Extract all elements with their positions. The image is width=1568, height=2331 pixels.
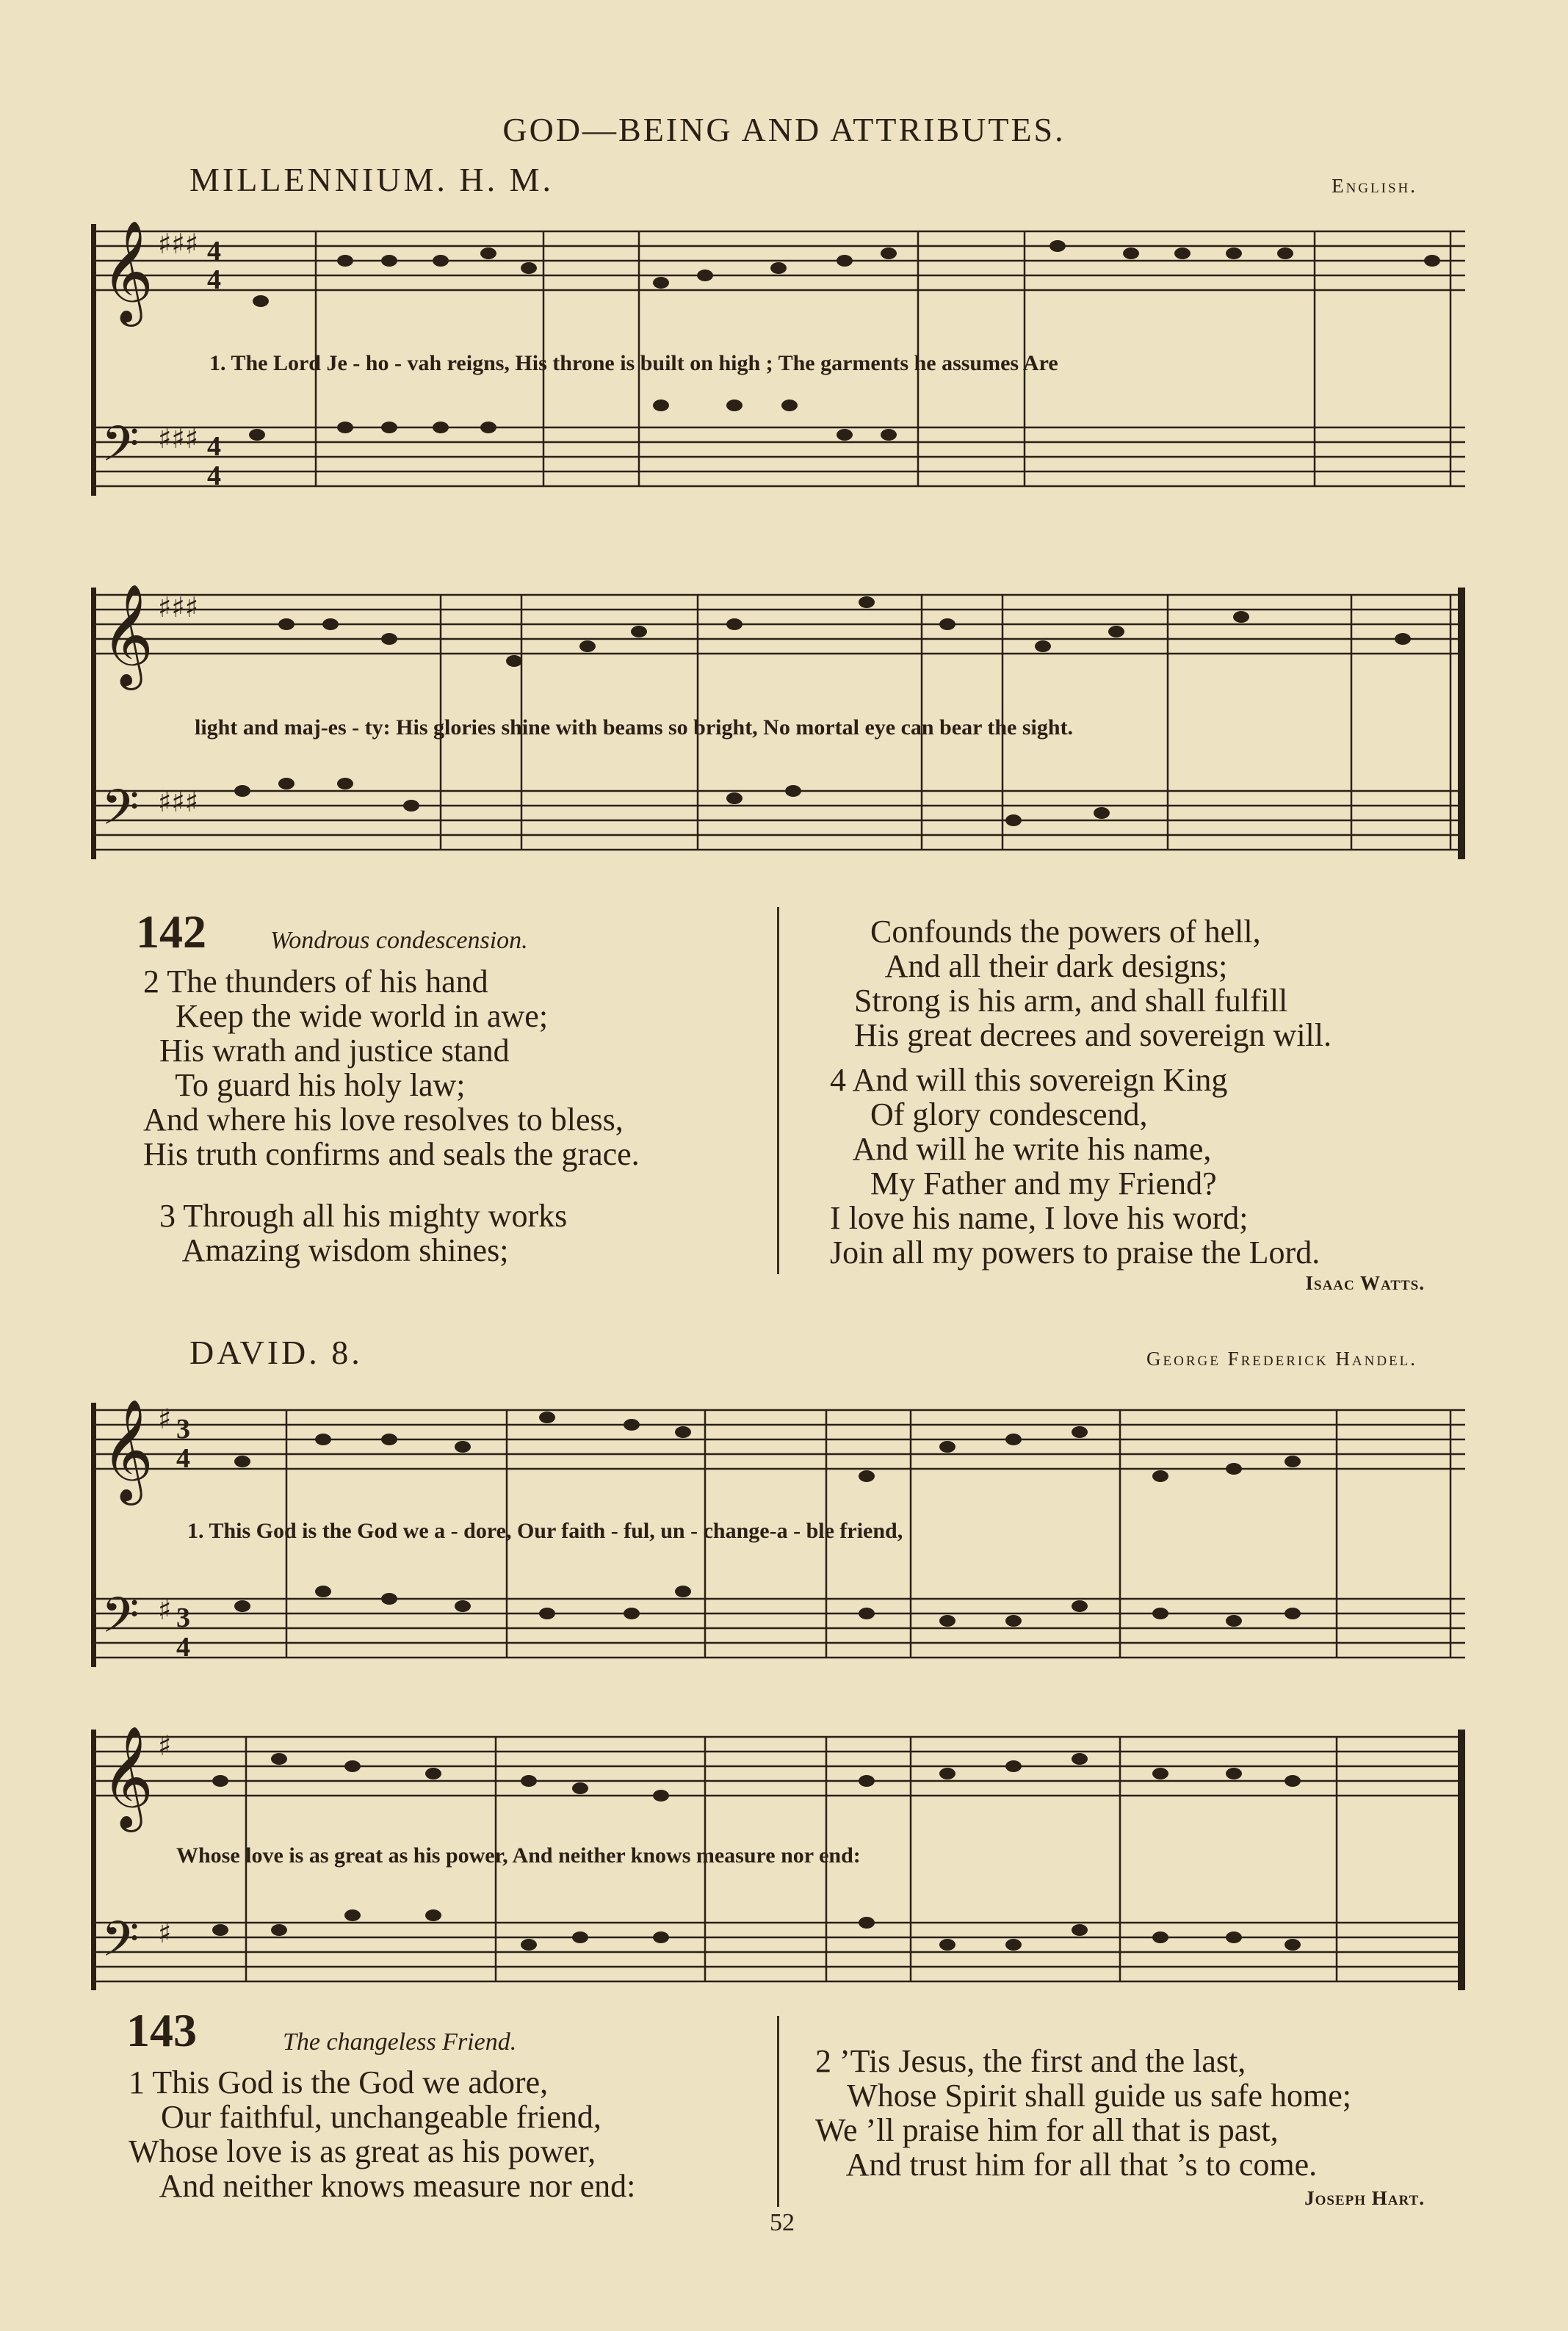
svg-text:3: 3 <box>176 1602 190 1633</box>
svg-text:♯: ♯ <box>158 1594 172 1626</box>
hymn142-stanza-2: 2 The thunders of his hand Keep the wide world in awe; His wrath and justice stand To guard his holy law; And where his love resolves to bless, His truth confirms and seals the grace. <box>143 964 640 1172</box>
hymn143-author: Joseph Hart. <box>1304 2187 1425 2209</box>
section-heading: GOD—BEING AND ATTRIBUTES. <box>502 111 1066 148</box>
tune1-lyrics-line1: 1. The Lord Je - ho - vah reigns, His throne is built on high ; The garments he assumes Are <box>209 351 1058 375</box>
hymn142-author: Isaac Watts. <box>1305 1272 1425 1294</box>
system-3-treble-staff <box>95 1410 1465 1469</box>
hymn-title-142: Wondrous condescension. <box>270 927 528 954</box>
system-2-treble-staff <box>95 595 1465 654</box>
svg-text:𝄢: 𝄢 <box>101 1911 140 1979</box>
svg-text:𝄢: 𝄢 <box>101 416 140 484</box>
tune-name-david: DAVID. 8. <box>189 1334 363 1371</box>
hymn142-stanza-3: 3 Through all his mighty works Amazing wisdom shines; <box>159 1198 568 1268</box>
svg-text:𝄞: 𝄞 <box>101 1726 153 1828</box>
svg-text:𝄞: 𝄞 <box>101 1399 153 1501</box>
svg-text:4: 4 <box>207 431 221 462</box>
hymn143-stanza-2: 2 ’Tis Jesus, the first and the last, Whose Spirit shall guide us safe home; We ’ll praise him for all that is past, And trust him for all that ’s to come. <box>815 2043 1351 2183</box>
svg-text:♯♯♯: ♯♯♯ <box>158 786 199 818</box>
svg-text:♯: ♯ <box>158 1403 172 1435</box>
hymn142-stanza-3-continued: Confounds the powers of hell, And all their dark designs; Strong is his arm, and shall fulfill His great decrees and sovereign will. <box>854 914 1332 1053</box>
hymn-title-143: The changeless Friend. <box>283 2028 517 2056</box>
svg-text:𝄢: 𝄢 <box>101 1587 140 1655</box>
svg-text:4: 4 <box>207 460 221 491</box>
svg-text:𝄞: 𝄞 <box>101 584 153 686</box>
system-1-bass-staff <box>95 427 1465 486</box>
tune2-lyrics-line2: Whose love is as great as his power, And neither knows measure nor end: <box>176 1843 861 1868</box>
system-3-bass-staff <box>95 1599 1465 1658</box>
svg-text:♯♯♯: ♯♯♯ <box>158 591 199 624</box>
svg-text:♯: ♯ <box>158 1917 172 1949</box>
svg-text:♯♯♯: ♯♯♯ <box>158 228 199 260</box>
system-4-bass-staff <box>95 1923 1465 1981</box>
hymn-number-142: 142 <box>136 906 206 958</box>
hymn142-stanza-4: 4 And will this sovereign King Of glory condescend, And will he write his name, My Father and my Friend? I love his name, I love his word; Join all my powers to praise the Lord. <box>830 1062 1320 1271</box>
svg-text:𝄢: 𝄢 <box>101 779 140 848</box>
tune2-lyrics-line1: 1. This God is the God we a - dore, Our faith - ful, un - change-a - ble friend, <box>187 1519 903 1543</box>
svg-text:4: 4 <box>207 264 221 295</box>
svg-text:♯♯♯: ♯♯♯ <box>158 422 199 455</box>
svg-text:4: 4 <box>176 1443 190 1474</box>
tune-composer-english: English. <box>1332 175 1417 197</box>
system-1-treble-staff <box>95 231 1465 290</box>
system-2-bass-staff <box>95 791 1465 850</box>
system-4-treble-staff <box>95 1737 1465 1796</box>
svg-text:4: 4 <box>207 236 221 267</box>
column-divider-2 <box>777 2016 779 2207</box>
hymn143-stanza-1: 1 This God is the God we adore, Our faithful, unchangeable friend, Whose love is as great as his power, And neither knows measure nor end: <box>129 2064 636 2204</box>
svg-text:4: 4 <box>176 1632 190 1663</box>
column-divider <box>777 907 779 1274</box>
tune-name-millennium: MILLENNIUM. H. M. <box>189 161 554 198</box>
tune1-lyrics-line2: light and maj-es - ty: His glories shine with beams so bright, No mortal eye can bear the sight. <box>195 715 1074 740</box>
svg-text:♯: ♯ <box>158 1730 172 1762</box>
page-number: 52 <box>770 2209 795 2236</box>
tune-composer-handel: George Frederick Handel. <box>1146 1348 1417 1370</box>
svg-text:𝄞: 𝄞 <box>101 220 153 322</box>
hymn-number-143: 143 <box>126 2004 197 2056</box>
svg-text:3: 3 <box>176 1414 190 1445</box>
